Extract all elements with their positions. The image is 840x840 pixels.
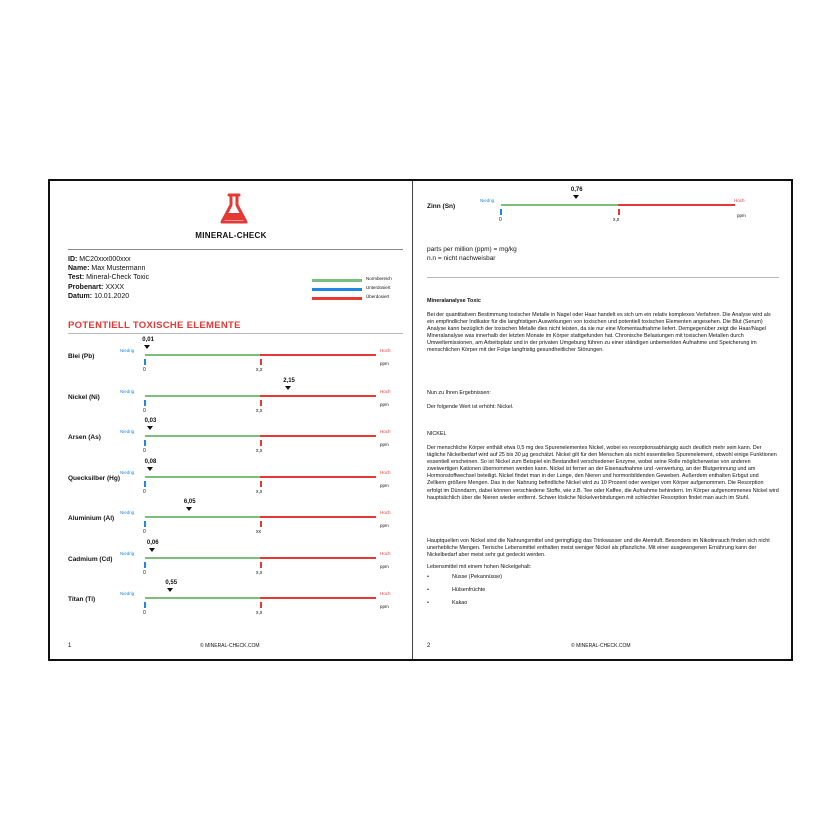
element-name: Aluminium (Al) (68, 515, 115, 522)
value-marker-icon (144, 345, 150, 349)
scale-high-label: Hoch (380, 429, 391, 434)
element-value: 0,03 (144, 418, 157, 424)
elevated-line: Der folgende Wert ist erhöht: Nickel. (427, 404, 514, 410)
page-2: Zinn (Sn) 0,76 Niedrig Hoch ppm 0 x,x parts per million (ppm) = mg/kg n.n = nicht nachweisbar Mineralanalyse Toxic Bei der quantitativen Bestimmung toxischer Metalle in Nagel oder Haar handelt es sich um ein relativ komplexes Verfahren. Die Analyse wird als ein empfindlicher Indikator für die langfristigen Auswirkungen von toxischen und potentiell toxischen Elementen angesehen. Die Blut (Serum) Analyse kann bezüglich der toxischen Metalle dies nicht leisten, da sie nur eine Momentaufnahme liefert. Demgegenüber zeigt die Haar/Nagel Mineralanalyse was innerhalb der letzten Monate im Körper stattgefunden hat. Chronische Belastungen mit toxischen Metallen durch Umweltemissionen, am Arbeitsplatz und in der privaten Umgebung führen zu einer ständigen unbemerkten Aufnahme und Speicherung im menschlichen Körper mit der Folge langfristig gesundheitlicher Störungen. Nun zu Ihren Ergebnissen: Der folgende Wert ist erhöht: Nickel. NICKEL Der menschliche Körper enthält etwa 0,5 mg des Spurenelementes Nickel, wobei es resorptionsabhängig auch deutlich mehr sein kann. Der tägliche Nickelbedarf wird auf 25 bis 30 µg geschätzt. Nickel gilt für den Menschen als nicht essentielles Spurenelement, obwohl einige Funktionen essentiell erscheinen. So ist Nickel zum Beispiel ein Bestandteil verschiedener Enzyme, wobei seine Rolle möglicherweise von anderen zweiwertigen Kationen übernommen werden kann. Nickel ist ferner an der Eisenaufnahme und -verwertung, an der Blutgerinnung und am Hormonstoffwechsel beteiligt. Nickel findet man in der Lunge, den Nieren und hormonbildenden Geweben. Außerdem enthalten Erbgut und Zellkern größere Mengen. Das in der Nahrung befindliche Nickel wird zu 10 Prozent oder weniger vom Körper aufgenommen. Die Resorption erfolgt im Dünndarm, dabei können verschiedene Stoffe, wie z.B. Tee oder Kaffee, die Aufnahme behindern. Im Körper aufgenommenes Nickel wird hauptsächlich über die Nieren wieder entfernt. Schwer lösliche Nickelverbindungen mit schlechter Resorption findet man auch im Stuhl. Hauptquellen von Nickel sind die Nahrungsmittel und geringfügig das Trinkwasser und die Atemluft. Besonders im Nikotinrauch finden sich nicht unerhebliche Mengen. Tierische Lebensmittel enthalten meist weniger Nickel als pflanzliche. Mit einer ausgewogenen Ernährung kann der Nickelbedarf aber meist sehr gut gedeckt werden. Lebensmittel mit einem hohen Nickelgehalt: • Nüsse (Pekannüsse) • Hülsenfrüchte • Kakao 2 © MINERAL-CHECK.COM (413, 181, 793, 659)
scale-unit: ppm (737, 213, 746, 218)
scale-unit: ppm (380, 523, 389, 528)
scale-high-label: Hoch (380, 550, 391, 556)
results-line: Nun zu Ihren Ergebnissen: (427, 390, 491, 396)
scale-zero: 0 (143, 407, 146, 414)
bar-normal-range (145, 476, 260, 478)
scale-zero: 0 (143, 448, 146, 454)
scale-low-label: Niedrig (120, 348, 135, 353)
meta-name: Name: Max Mustermann (68, 265, 146, 273)
element-row (50, 580, 412, 626)
tick-zero (144, 562, 146, 568)
scale-zero: 0 (143, 610, 146, 616)
element-value: 0,55 (165, 580, 178, 586)
meta-id: ID: MC20xxx000xxx (68, 256, 131, 263)
foods-intro: Lebensmittel mit einem hohen Nickelgehalt: (427, 564, 532, 570)
tick-reference (260, 359, 262, 365)
value-marker-icon (186, 507, 192, 511)
meta-date: Datum: 10.01.2020 (68, 292, 130, 300)
scale-reference: x,x (256, 488, 263, 495)
scale-low-label: Niedrig (120, 510, 135, 515)
scale-low-label: Niedrig (120, 591, 135, 596)
scale-low-label: Niedrig (120, 429, 135, 434)
tick-zero (144, 440, 146, 446)
tick-zero (144, 602, 146, 608)
patient-meta (68, 255, 149, 301)
value-marker-icon (147, 426, 153, 430)
element-value: 6,05 (183, 499, 196, 505)
document-spread (48, 179, 793, 661)
tick-zero (144, 400, 146, 406)
scale-zero: 0 (143, 488, 146, 495)
bullet-icon: • (427, 574, 429, 580)
value-marker-icon (285, 386, 291, 390)
element-value: 0,08 (144, 458, 157, 465)
bar-normal-range (145, 435, 260, 437)
flask-logo-icon (220, 193, 248, 225)
page-number: 1 (68, 643, 72, 649)
element-name: Blei (Pb) (68, 353, 95, 360)
bar-high-range (260, 597, 376, 599)
nickel-paragraph-2: Hauptquellen von Nickel sind die Nahrungsmittel und geringfügig das Trinkwasser und die Atemluft. Besonders im Nikotinrauch finden sich nicht unerhebliche Mengen. Tierische Lebensmittel enthalten meist weniger Nickel als pflanzliche. Mit einer ausgewogenen Ernährung kann der Nickelbedarf aber meist sehr gut gedeckt werden. (427, 538, 770, 559)
bar-high-range (260, 435, 376, 437)
scale-high-label: Hoch (380, 469, 391, 475)
scale-unit: ppm (380, 442, 389, 447)
scale-unit: ppm (380, 563, 389, 569)
tick-reference (618, 209, 620, 215)
section-title: POTENTIELL TOXISCHE ELEMENTE (68, 320, 241, 331)
tick-zero (500, 209, 502, 215)
footer-copyright: © MINERAL-CHECK.COM (200, 643, 260, 649)
nickel-paragraph-1: Der menschliche Körper enthält etwa 0,5 mg des Spurenelementes Nickel, wobei es resorptionsabhängig auch deutlich mehr sein kann. Der tägliche Nickelbedarf wird auf 25 bis 30 µg geschätzt. Nickel gilt für den Menschen als nicht essentielles Spurenelement, obwohl einige Funktionen essentiell erscheinen. So ist Nickel zum Beispiel ein Bestandteil verschiedener Enzyme, wobei seine Rolle möglicherweise von anderen zweiwertigen Kationen übernommen werden kann. Nickel ist ferner an der Eisenaufnahme und -verwertung, an der Blutgerinnung und am Hormonstoffwechsel beteiligt. Nickel findet man in der Lunge, den Nieren und hormonbildenden Geweben. Außerdem enthalten Erbgut und Zellkern größere Mengen. Das in der Nahrung befindliche Nickel wird zu 10 Prozent oder weniger vom Körper aufgenommen. Die Resorption erfolgt im Dünndarm, dabei können verschiedene Stoffe, wie z.B. Tee oder Kaffee, die Aufnahme behindern. Im Körper aufgenommenes Nickel wird hauptsächlich über die Nieren wieder entfernt. Schwer lösliche Nickelverbindungen mit schlechter Resorption findet man auch im Stuhl. (427, 445, 779, 501)
page-1: MINERAL-CHECK ID: MC20xxx000xxx Name: Max Mustermann Test: Mineral-Check Toxic Probenart: XXXX Datum: 10.01.2020 Normbereich Unterdosiert Überdosiert POTENTIELL TOXISCHE ELEMENTE Blei (Pb) 0,01 Niedrig Hoch ppm 0 x,x Nickel (Ni) 2,15 Niedrig Hoch ppm 0 x,x Arsen (As) 0,03 Niedrig Hoch ppm 0 x,x Quecksilber (Hg) 0,08 Niedrig Hoch ppm 0 x,x Aluminium (Al) 6,05 Niedrig Hoch ppm 0 xx Cadmium (Cd) 0,06 Niedrig Hoch ppm 0 x,x Titan (Ti) 0,55 Niedrig Hoch ppm 0 x,x 1 © MINERAL-CHECK.COM (50, 181, 412, 659)
bar-high-range (260, 354, 376, 356)
element-row (50, 539, 412, 586)
scale-unit: ppm (380, 482, 389, 488)
element-value: 0,06 (146, 539, 159, 546)
element-name: Quecksilber (Hg) (68, 474, 121, 482)
legend-swatch-red (312, 297, 362, 300)
bar-high-range (260, 557, 376, 559)
scale-low-label: Niedrig (480, 198, 495, 203)
units-note: parts per million (ppm) = mg/kg n.n = nicht nachweisbar (427, 246, 517, 262)
units-divider (427, 277, 779, 278)
scale-unit: ppm (380, 361, 389, 366)
tick-reference (260, 521, 262, 527)
bar-normal-range (145, 597, 260, 599)
scale-high-label: Hoch (380, 510, 391, 515)
element-name: Titan (Ti) (68, 596, 96, 603)
meta-sample-type: Probenart: XXXX (68, 283, 125, 291)
element-row (50, 418, 412, 464)
footer-copyright: © MINERAL-CHECK.COM (571, 643, 631, 649)
tick-reference (260, 481, 262, 487)
bar-normal-range (145, 395, 260, 397)
bar-normal-range (145, 557, 260, 559)
element-row-zinn: Zinn (Sn) 0,76 Niedrig Hoch ppm 0 x,x (427, 187, 746, 223)
scale-reference: x,x (256, 367, 263, 373)
scale-high-label: Hoch (380, 591, 391, 596)
element-row (50, 377, 412, 424)
bullet-icon: • (427, 600, 429, 606)
bar-normal-range (501, 204, 618, 206)
meta-test: Test: Mineral-Check Toxic (68, 274, 150, 282)
page-number: 2 (427, 643, 431, 649)
tick-zero (144, 359, 146, 365)
section-divider (68, 333, 403, 334)
scale-low-label: Niedrig (120, 550, 135, 556)
scale-unit: ppm (380, 604, 389, 609)
scale-unit: ppm (380, 401, 389, 407)
scale-zero: 0 (143, 367, 146, 373)
element-value: 0,76 (570, 187, 583, 193)
bar-high-range (260, 476, 376, 478)
scale-reference: x,x (613, 217, 620, 223)
scale-reference: x,x (256, 569, 263, 576)
element-name: Cadmium (Cd) (68, 555, 113, 563)
scale-high-label: Hoch (380, 388, 391, 394)
value-marker-icon (149, 548, 155, 552)
bar-normal-range (145, 354, 260, 356)
value-marker-icon (167, 588, 173, 592)
tick-zero (144, 521, 146, 527)
scale-reference: x,x (256, 610, 263, 616)
scale-low-label: Niedrig (120, 469, 135, 475)
legend-swatch-green (312, 279, 362, 282)
element-name: Nickel (Ni) (68, 393, 100, 401)
element-value: 2,15 (283, 377, 295, 384)
legend-swatch-blue (312, 288, 362, 291)
header-divider (68, 249, 403, 250)
scale-reference: xx (256, 529, 261, 535)
analysis-heading: Mineralanalyse Toxic (427, 298, 481, 304)
bullet-icon: • (427, 587, 429, 593)
scale-reference: x,x (256, 448, 263, 454)
value-marker-icon (147, 467, 153, 471)
bar-normal-range (145, 516, 260, 518)
bar-high-range (260, 395, 376, 397)
scale-high-label: Hoch (380, 348, 391, 353)
element-name: Arsen (As) (68, 434, 101, 441)
scale-zero: 0 (143, 529, 146, 535)
tick-reference (260, 562, 262, 568)
brand-name: MINERAL-CHECK (195, 231, 267, 240)
scale-low-label: Niedrig (120, 388, 135, 394)
tick-zero (144, 481, 146, 487)
scale-zero: 0 (143, 569, 146, 576)
analysis-intro: Bei der quantitativen Bestimmung toxischer Metalle in Nagel oder Haar handelt es sich um ein relativ komplexes Verfahren. Die Analyse wird als ein empfindlicher Indikator für die langfristigen Auswirkungen von toxischen und potentiell toxischen Elementen angesehen. Die Blut (Serum) Analyse kann bezüglich der toxischen Metalle dies nicht leisten, da sie nur eine Momentaufnahme liefert. Demgegenüber zeigt die Haar/Nagel Mineralanalyse was innerhalb der letzten Monate im Körper stattgefunden hat. Chronische Belastungen mit toxischen Metallen durch Umweltemissionen, am Arbeitsplatz und in der privaten Umgebung führen zu einer ständigen unbemerkten Aufnahme und Speicherung im menschlichen Körper mit der Folge langfristig gesundheitlicher Störungen. (427, 312, 771, 354)
tick-reference (260, 440, 262, 446)
scale-high-label: Hoch (734, 198, 745, 203)
tick-reference (260, 400, 262, 406)
scale-zero: 0 (499, 217, 502, 223)
tick-reference (260, 602, 262, 608)
element-value: 0,01 (142, 337, 154, 343)
scale-reference: x,x (256, 407, 263, 414)
element-row (50, 499, 412, 545)
element-row (50, 458, 412, 505)
element-row (50, 337, 412, 383)
value-marker-icon (573, 195, 579, 199)
nickel-title: NICKEL (427, 431, 447, 437)
bar-high-range (260, 516, 376, 518)
bar-high-range (618, 204, 735, 206)
